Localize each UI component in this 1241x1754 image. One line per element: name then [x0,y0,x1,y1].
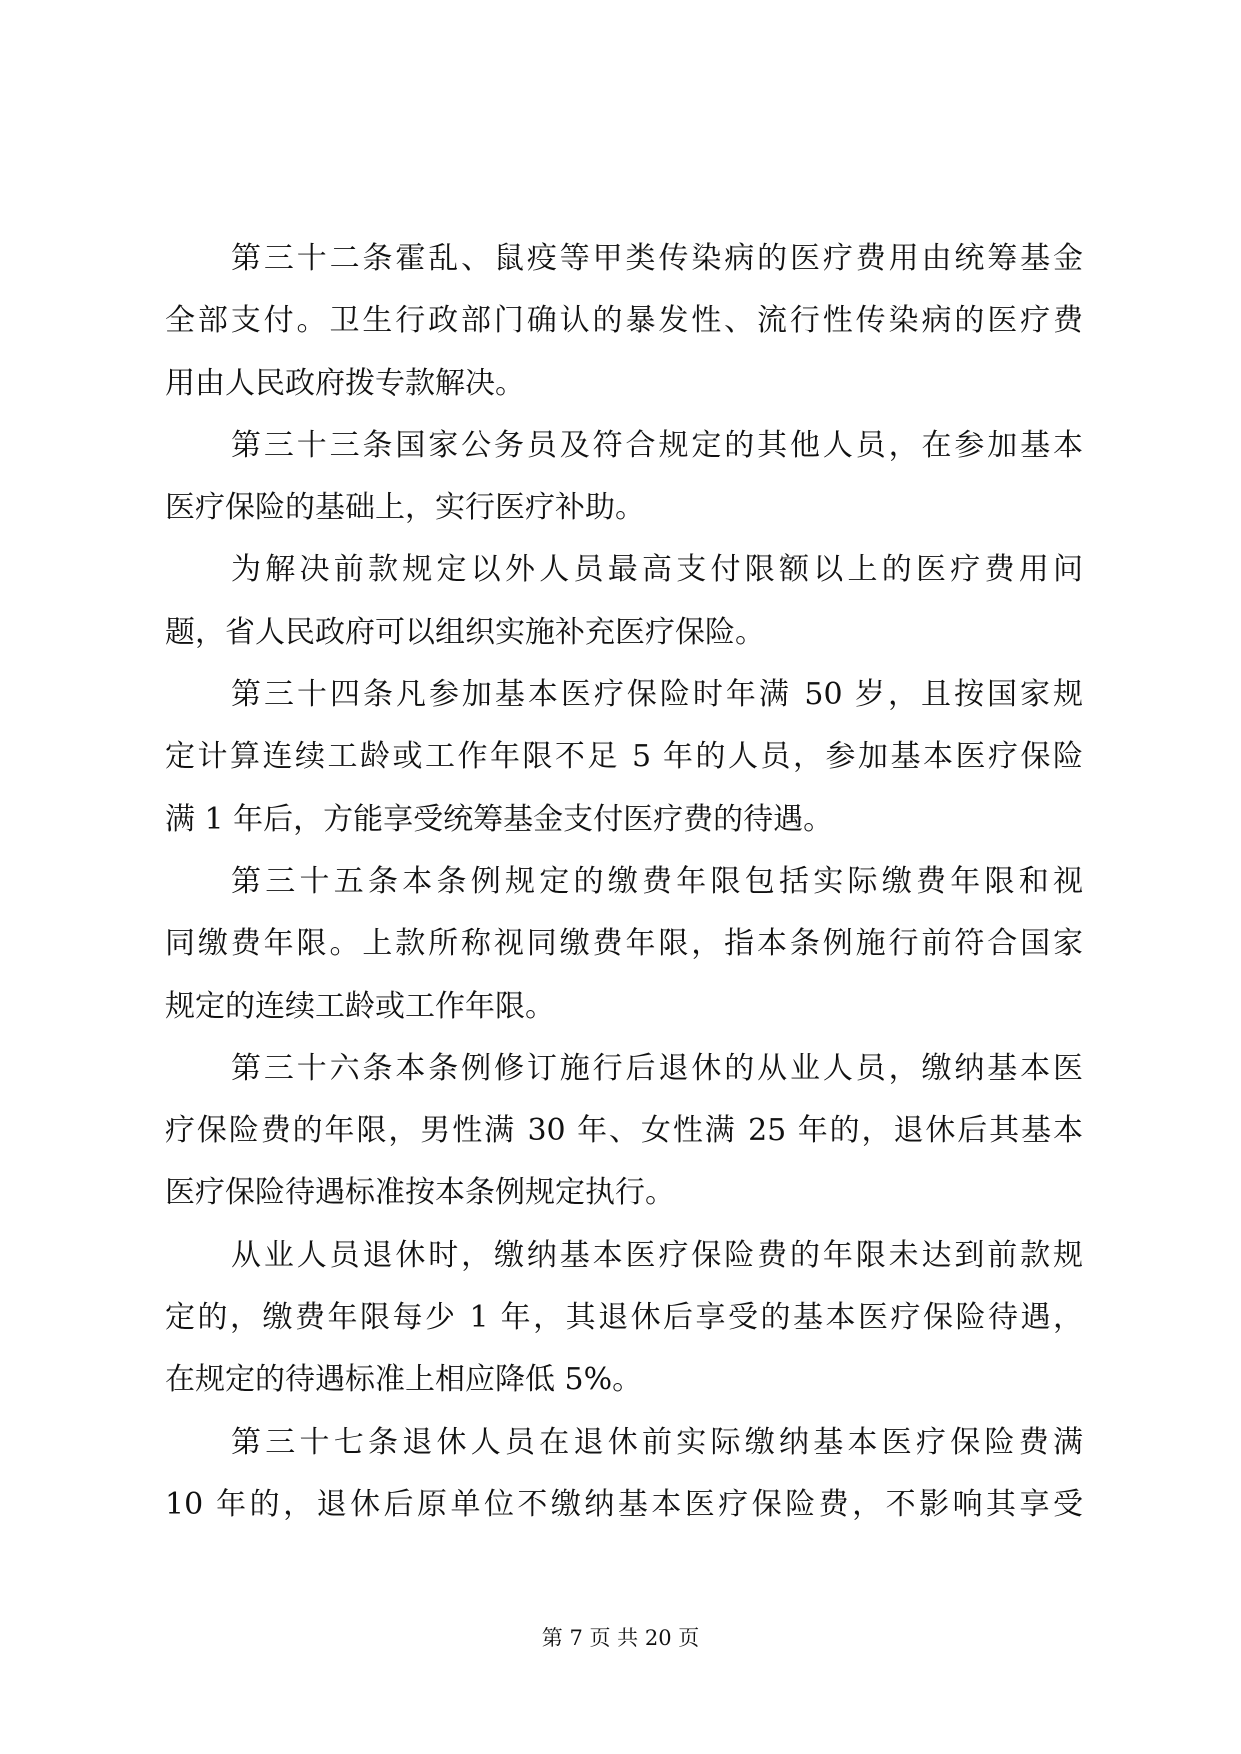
paragraph [165,1412,1083,1537]
text-line: 同缴费年限。上款所称视同缴费年限，指本条例施行前符合国家 [165,926,1083,962]
text-line: 定的，缴费年限每少 1 年，其退休后享受的基本医疗保险待遇， [165,1300,1083,1336]
paragraph [165,664,1083,851]
text-line: 在规定的待遇标准上相应降低 5%。 [165,1362,643,1398]
page-number-footer: 第 7 页 共 20 页 [541,1626,700,1650]
paragraph [165,1038,1083,1225]
text-line: 医疗保险待遇标准按本条例规定执行。 [165,1175,675,1211]
document-body [165,228,1083,1536]
text-line: 满 1 年后，方能享受统筹基金支付医疗费的待遇。 [165,801,834,837]
paragraph [165,228,1083,415]
text-line: 为解决前款规定以外人员最高支付限额以上的医疗费用问 [231,552,1083,588]
text-line: 10 年的，退休后原单位不缴纳基本医疗保险费，不影响其享受 [165,1486,1083,1522]
text-line: 用由人民政府拨专款解决。 [165,365,525,401]
paragraph [165,1225,1083,1412]
text-line: 疗保险费的年限，男性满 30 年、女性满 25 年的，退休后其基本 [165,1113,1083,1149]
paragraph [165,539,1083,664]
text-line: 从业人员退休时，缴纳基本医疗保险费的年限未达到前款规 [231,1237,1083,1273]
paragraph [165,415,1083,540]
text-line: 第三十三条国家公务员及符合规定的其他人员，在参加基本 [231,427,1083,463]
text-line: 题，省人民政府可以组织实施补充医疗保险。 [165,614,765,650]
text-line: 全部支付。卫生行政部门确认的暴发性、流行性传染病的医疗费 [165,303,1083,339]
text-line: 医疗保险的基础上，实行医疗补助。 [165,490,645,526]
text-line: 第三十六条本条例修订施行后退休的从业人员，缴纳基本医 [231,1050,1083,1086]
text-line: 第三十五条本条例规定的缴费年限包括实际缴费年限和视 [231,863,1083,899]
text-line: 规定的连续工龄或工作年限。 [165,988,555,1024]
paragraph [165,851,1083,1038]
text-line: 第三十二条霍乱、鼠疫等甲类传染病的医疗费用由统筹基金 [231,241,1083,276]
text-line: 定计算连续工龄或工作年限不足 5 年的人员，参加基本医疗保险 [165,739,1083,775]
text-line: 第三十七条退休人员在退休前实际缴纳基本医疗保险费满 [231,1424,1083,1460]
text-line: 第三十四条凡参加基本医疗保险时年满 50 岁，且按国家规 [231,677,1083,713]
